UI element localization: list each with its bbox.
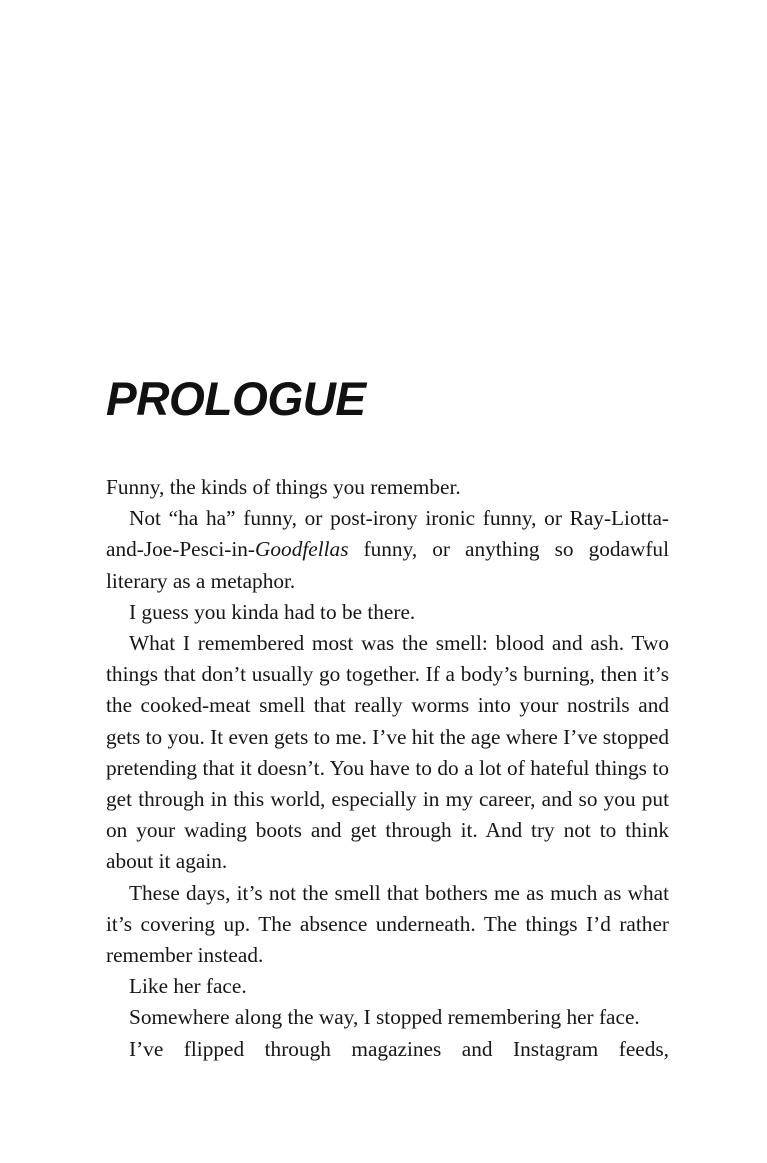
- paragraph: I guess you kinda had to be there.: [129, 599, 416, 624]
- text-segment: Not “ha ha” funny, or post-irony ironic funny, or Ray-Liotta-and-Joe-Pesci-in-: [106, 506, 669, 562]
- body-text: [106, 472, 669, 1065]
- paragraph: What I remembered most was the smell: blood and ash. Two things that don’t usually go together. If a body’s burning, then it’s the cooked-meat smell that really worms into your nostrils and gets to you. It even gets to me. I’ve hit the age where I’ve stopped pretending that it doesn’t. You have to do a lot of hateful things to get through in this world, especially in my career, and so you put on your wading boots and get through it. And try not to think about it again.: [106, 631, 670, 874]
- book-title-italic: Goodfellas: [255, 537, 349, 562]
- paragraph: Funny, the kinds of things you remember.: [106, 475, 461, 499]
- chapter-title: PROLOGUE: [106, 372, 366, 425]
- paragraph: Like her face.: [129, 974, 247, 999]
- text-segment: funny, or anything so godawful literary as a metaphor.: [106, 537, 669, 593]
- paragraph: Somewhere along the way, I stopped remembering her face.: [129, 1005, 640, 1030]
- paragraph: These days, it’s not the smell that bothers me as much as what it’s covering up. The absence underneath. The things I’d rather remember instead.: [106, 880, 669, 968]
- paragraph: [106, 503, 669, 597]
- paragraph: I’ve flipped through magazines and Instagram feeds,: [129, 1036, 669, 1061]
